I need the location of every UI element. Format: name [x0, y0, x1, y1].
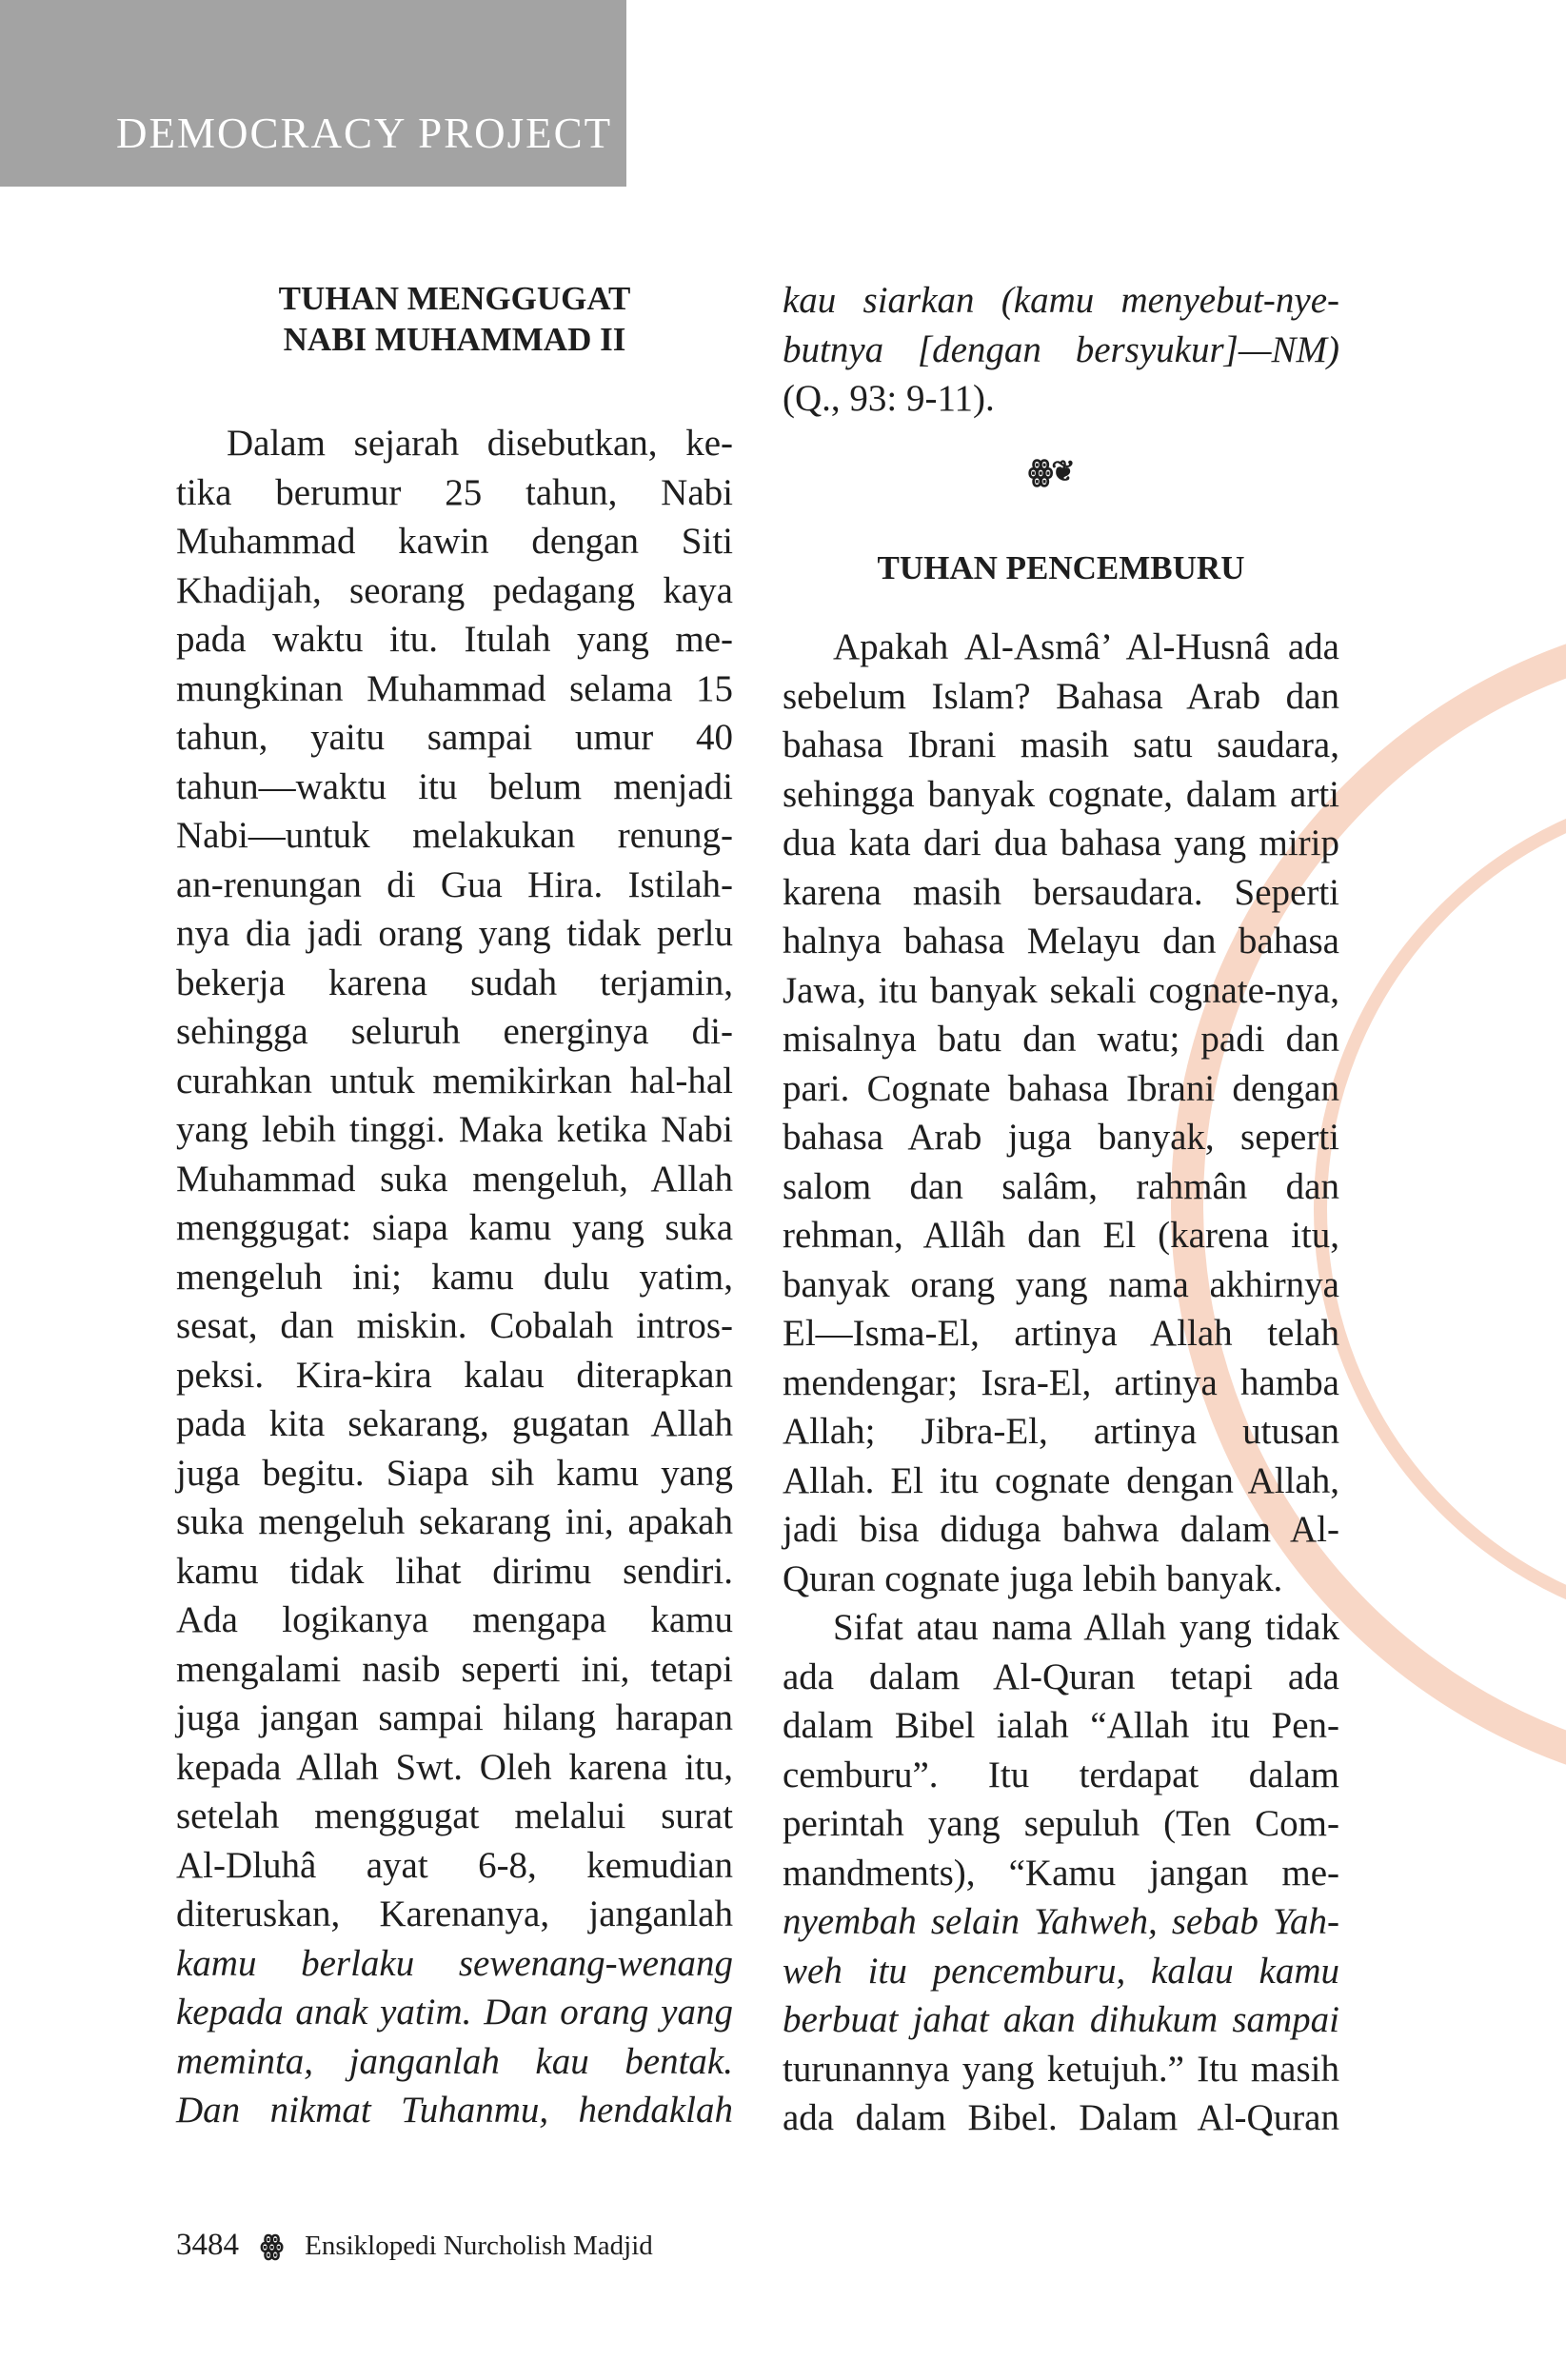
text-line: cemburu”. Itu terdapat dalam: [783, 1754, 1339, 1795]
text-line: menggugat: siapa kamu yang suka: [176, 1207, 733, 1248]
text-line: Dalam sejarah disebutkan, ke-: [227, 423, 733, 464]
text-line: weh itu pencemburu, kalau kamu: [783, 1950, 1339, 1992]
right-paragraph-2: [783, 1603, 1339, 2143]
text-line: mendengar; Isra-El, artinya hamba: [783, 1361, 1339, 1403]
section-divider-ornament: ꙮ❦: [1028, 456, 1074, 487]
text-line: sesat, dan miskin. Cobalah intros-: [176, 1305, 733, 1346]
text-line: suka mengeluh sekarang ini, apakah: [176, 1501, 733, 1542]
text-line: juga jangan sampai hilang harapan: [176, 1697, 733, 1738]
text-line: kepada anak yatim. Dan orang yang: [176, 1992, 733, 2033]
text-line: Muhammad suka mengeluh, Allah: [176, 1158, 733, 1200]
page-footer: [176, 2228, 653, 2263]
text-line: bahasa Arab juga banyak, seperti: [783, 1117, 1339, 1158]
text-line: misalnya batu dan watu; padi dan: [783, 1019, 1339, 1060]
text-line: perintah yang sepuluh (Ten Com-: [783, 1803, 1339, 1844]
text-line: kamu tidak lihat dirimu sendiri.: [176, 1550, 733, 1592]
text-line: Al-Dluhâ ayat 6-8, kemudian: [176, 1844, 733, 1886]
text-line: El—Isma-El, artinya Allah telah: [783, 1313, 1339, 1354]
text-line: mengalami nasib seperti ini, tetapi: [176, 1648, 733, 1690]
page-number: 3484: [176, 2228, 239, 2262]
continuation-quote: [783, 276, 1339, 424]
text-line: Allah. El itu cognate dengan Allah,: [783, 1459, 1339, 1501]
text-line: Khadijah, seorang pedagang kaya: [176, 569, 733, 611]
text-line: kau siarkan (kamu menyebut-nye-: [783, 280, 1339, 321]
text-line: ada dalam Al-Quran tetapi ada: [783, 1656, 1339, 1697]
right-column: [783, 276, 1339, 424]
text-line: sehingga seluruh energinya di-: [176, 1011, 733, 1052]
heading-line: NABI MUHAMMAD II: [283, 321, 626, 358]
text-line: banyak orang yang nama akhirnya: [783, 1263, 1339, 1305]
text-line: jadi bisa diduga bahwa dalam Al-: [783, 1509, 1339, 1550]
book-title: Ensiklopedi Nurcholish Madjid: [305, 2231, 653, 2261]
text-line: Muhammad kawin dengan Siti: [176, 521, 733, 562]
heading-line: TUHAN MENGGUGAT: [278, 280, 631, 317]
text-line: Quran cognate juga lebih banyak.: [783, 1557, 1283, 1599]
text-line: Sifat atau nama Allah yang tidak: [833, 1607, 1339, 1648]
text-line: mungkinan Muhammad selama 15: [176, 667, 733, 709]
text-line: butnya [dengan bersyukur]—NM): [783, 328, 1339, 370]
text-line: yang lebih tinggi. Maka ketika Nabi: [176, 1109, 733, 1150]
text-line: bekerja karena sudah terjamin,: [176, 962, 733, 1003]
text-line: dua kata dari dua bahasa yang mirip: [783, 823, 1339, 863]
text-line: setelah menggugat melalui surat: [176, 1795, 733, 1836]
text-line: pari. Cognate bahasa Ibrani dengan: [783, 1067, 1339, 1109]
text-line: kepada Allah Swt. Oleh karena itu,: [176, 1746, 733, 1788]
text-line: halnya bahasa Melayu dan bahasa: [783, 921, 1339, 962]
text-line: turunannya yang ketujuh.” Itu masih: [783, 2048, 1339, 2090]
text-line: tika berumur 25 tahun, Nabi: [176, 471, 733, 513]
text-line: Allah; Jibra-El, artinya utusan: [783, 1411, 1339, 1452]
text-line: tahun—waktu itu belum menjadi: [176, 765, 733, 807]
text-line: ada dalam Bibel. Dalam Al-Quran: [783, 2097, 1339, 2138]
text-line: juga begitu. Siapa sih kamu yang: [176, 1452, 733, 1494]
text-line: salom dan salâm, rahmân dan: [783, 1165, 1339, 1207]
section-heading-right: TUHAN PENCEMBURU: [877, 549, 1245, 586]
series-label: DEMOCRACY PROJECT: [116, 109, 613, 157]
text-line: sebelum Islam? Bahasa Arab dan: [783, 675, 1339, 717]
left-column: [176, 278, 733, 2135]
right-column-section: [783, 547, 1339, 2143]
text-line: Jawa, itu banyak sekali cognate-nya,: [783, 969, 1339, 1011]
left-paragraph: [176, 419, 733, 2135]
right-paragraph-1: [783, 623, 1339, 1603]
text-line: nya dia jadi orang yang tidak perlu: [176, 913, 733, 954]
text-line: mandments), “Kamu jangan me-: [783, 1852, 1339, 1894]
text-line: nyembah selain Yahweh, sebab Yah-: [783, 1901, 1339, 1942]
text-line: bahasa Ibrani masih satu saudara,: [783, 724, 1339, 765]
header-band: [0, 0, 626, 187]
text-line: sehingga banyak cognate, dalam arti: [783, 773, 1339, 815]
text-line: mengeluh ini; kamu dulu yatim,: [176, 1256, 733, 1298]
text-line: dalam Bibel ialah “Allah itu Pen-: [783, 1705, 1339, 1746]
text-line: berbuat jahat akan dihukum sampai: [783, 1999, 1339, 2040]
text-line: pada waktu itu. Itulah yang me-: [176, 619, 733, 660]
text-line: an-renungan di Gua Hira. Istilah-: [176, 863, 733, 905]
text-line: diteruskan, Karenanya, janganlah: [176, 1894, 733, 1934]
text-line: meminta, janganlah kau bentak.: [176, 2040, 733, 2082]
section-heading-left: [176, 278, 733, 360]
text-line: pada kita sekarang, gugatan Allah: [176, 1403, 733, 1444]
text-line: Dan nikmat Tuhanmu, hendaklah: [176, 2090, 733, 2131]
text-line: rehman, Allâh dan El (karena itu,: [783, 1215, 1339, 1256]
text-line: curahkan untuk memikirkan hal-hal: [176, 1060, 733, 1101]
text-line: kamu berlaku sewenang-wenang: [176, 1942, 733, 1984]
text-line: peksi. Kira-kira kalau diterapkan: [176, 1354, 733, 1396]
footer-ornament-icon: ꙮ: [260, 2231, 284, 2261]
text-line: Nabi—untuk melakukan renung-: [176, 815, 733, 856]
text-line: (Q., 93: 9-11).: [783, 378, 995, 419]
text-line: Ada logikanya mengapa kamu: [176, 1599, 733, 1640]
text-line: tahun, yaitu sampai umur 40: [176, 717, 733, 758]
text-line: Apakah Al-Asmâ’ Al-Husnâ ada: [833, 626, 1339, 667]
text-line: karena masih bersaudara. Seperti: [783, 871, 1339, 913]
